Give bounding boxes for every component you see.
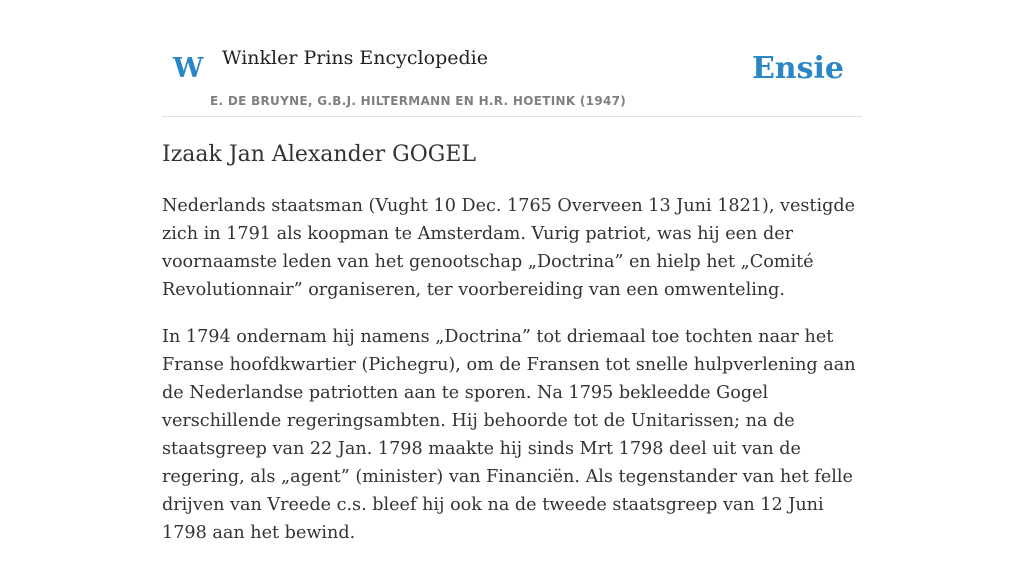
entry-title: Izaak Jan Alexander GOGEL (162, 142, 477, 167)
publication-authors: E. DE BRUYNE, G.B.J. HILTERMANN EN H.R. HOETINK (1947) (210, 94, 627, 108)
entry-paragraph: Nederlands staatsman (Vught 10 Dec. 1765 Overveen 13 Juni 1821), vestigde zich in 1791 als koopman te Amsterdam. Vurig patriot, was hij een der voornaamste leden van het genootschap „Doctrina” en hielp het „Comité Revolutionnair” organiseren, ter voorbereiding van een omwenteling. (162, 196, 856, 300)
winkler-prins-logo[interactable]: W (173, 53, 204, 84)
entry-paragraph: In 1794 ondernam hij namens „Doctrina” tot driemaal toe tochten naar het Franse hoofdkwartier (Pichegru), om de Fransen tot snelle hulpverlening aan de Nederlandse patriotten aan te sporen. Na 1795 bekleedde Gogel verschillende regeringsambten. Hij behoorde tot de Unitarissen; na de staatsgreep van 22 Jan. 1798 maakte hij sinds Mrt 1798 deel uit van de regering, als „agent” (minister) van Financiën. Als tegenstander van het felle drijven van Vreede c.s. bleef hij ook na de tweede staatsgreep van 12 Juni 1798 aan het bewind. (162, 327, 856, 543)
site-header (162, 0, 862, 117)
page (162, 0, 862, 543)
ensie-logo[interactable]: Ensie (751, 51, 844, 86)
entry-body (162, 192, 862, 566)
publication-title[interactable]: Winkler Prins Encyclopedie (222, 47, 488, 69)
